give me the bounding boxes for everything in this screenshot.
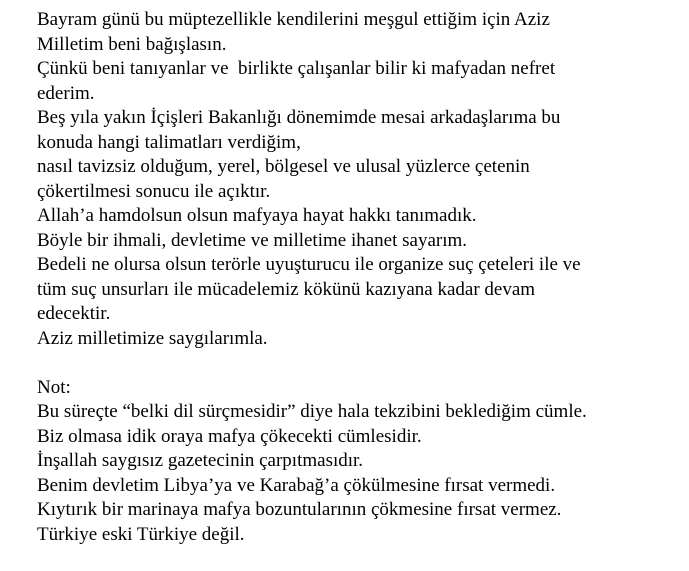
letter-line: çökertilmesi sonucu ile açıktır. <box>37 180 271 202</box>
note-heading: Not: <box>37 376 71 398</box>
document-body <box>37 8 677 547</box>
letter-line: Böyle bir ihmali, devletime ve milletime ihanet sayarım. <box>37 229 468 251</box>
letter-line: Bedeli ne olursa olsun terörle uyuşturucu ile organize suç çeteleri ile ve <box>37 254 581 275</box>
letter-line: konuda hangi talimatları verdiğim, <box>37 131 301 153</box>
letter-closing: Aziz milletimize saygılarımla. <box>37 327 268 349</box>
letter-line: Allah’a hamdolsun olsun mafyaya hayat hakkı tanımadık. <box>37 205 477 226</box>
note-line: Kıytırık bir marinaya mafya bozuntularının çökmesine fırsat vermez. <box>37 499 562 520</box>
paragraph-spacer <box>37 351 677 376</box>
letter-line: Milletim beni bağışlasın. <box>37 33 227 55</box>
note-line: Benim devletim Libya’ya ve Karabağ’a çökülmesine fırsat vermedi. <box>37 474 556 496</box>
note-line: Bu süreçte “belki dil sürçmesidir” diye hala tekzibini beklediğim cümle. <box>37 401 587 422</box>
letter-line: ederim. <box>37 82 95 104</box>
note-line: İnşallah saygısız gazetecinin çarpıtmasıdır. <box>37 450 364 471</box>
letter-line: edecektir. <box>37 303 111 324</box>
note-line: Biz olmasa idik oraya mafya çökecekti cümlesidir. <box>37 425 422 447</box>
letter-line: tüm suç unsurları ile mücadelemiz kökünü kazıyana kadar devam <box>37 278 536 300</box>
letter-line: Bayram günü bu müptezellikle kendilerini meşgul ettiğim için Aziz <box>37 9 550 30</box>
note-line: Türkiye eski Türkiye değil. <box>37 523 245 545</box>
letter-line: nasıl tavizsiz olduğum, yerel, bölgesel ve ulusal yüzlerce çetenin <box>37 156 530 177</box>
letter-line: Çünkü beni tanıyanlar ve birlikte çalışanlar bilir ki mafyadan nefret <box>37 58 556 79</box>
letter-line: Beş yıla yakın İçişleri Bakanlığı dönemimde mesai arkadaşlarıma bu <box>37 107 561 128</box>
